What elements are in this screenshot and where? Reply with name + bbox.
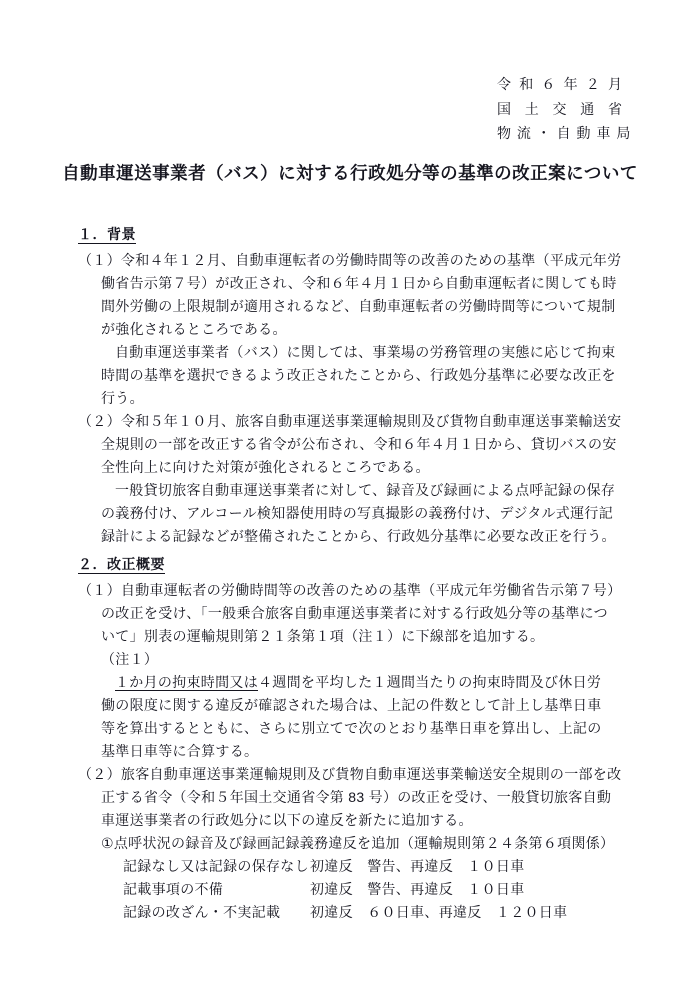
- text-line: 全性向上に向けた対策が強化されるところである。: [101, 459, 430, 475]
- text-line: 車運送事業者の行政処分に以下の違反を新たに追加する。: [101, 812, 473, 828]
- document-title: 自動車運送事業者（バス）に対する行政処分等の基準の改正案について: [62, 163, 638, 183]
- section-background: [78, 224, 640, 548]
- penalty-row-label: 記録なし又は記録の保存なし: [123, 858, 309, 874]
- text-line: 全規則の一部を改正する省令が公布され、令和６年４月１日から、貸切バスの安: [101, 436, 617, 452]
- text-line: 働省告示第７号）が改正され、令和６年４月１日から自動車運転者に関しても時: [101, 275, 617, 291]
- text-line: （１）令和４年１２月、自動車運転者の労働時間等の改善のための基準（平成元年労: [78, 252, 622, 268]
- section-revision-outline-text: [78, 579, 640, 924]
- penalty-row: [123, 901, 640, 924]
- text-line: の改正を受け、「一般乗合旅客自動車運送事業者に対する行政処分等の基準につ: [101, 605, 608, 621]
- penalty-row: [123, 855, 640, 878]
- text-line: 行う。: [101, 390, 144, 406]
- section-background-text: [78, 249, 640, 548]
- document-header-block: [497, 72, 632, 146]
- header-bureau: 物 流 ・ 自 動 車 局: [497, 125, 632, 141]
- section-heading-background: １．背景: [78, 226, 136, 242]
- text-line: 正する省令（令和５年国土交通省令第 83 号）の改正を受け、一般貸切旅客自動: [101, 789, 612, 805]
- text-line: （注１）: [101, 651, 159, 667]
- text-line: 自動車運送事業者（バス）に関しては、事業場の労務管理の実態に応じて拘束: [115, 344, 616, 360]
- text-line: ①点呼状況の録音及び録画記録義務違反を追加（運輸規則第２４条第６項関係）: [101, 835, 615, 851]
- text-line: の義務付け、アルコール検知器使用時の写真撮影の義務付け、デジタル式運行記: [101, 505, 613, 521]
- text-line: 等を算出するとともに、さらに別立てで次のとおり基準日車を算出し、上記の: [101, 720, 602, 736]
- text-line: （２）旅客自動車運送事業運輸規則及び貨物自動車運送事業輸送安全規則の一部を改: [78, 766, 622, 782]
- text-line: （１）自動車運転者の労働時間等の改善のための基準（平成元年労働省告示第７号）: [78, 582, 622, 598]
- text-line: 一般貸切旅客自動車運送事業者に対して、録音及び録画による点呼記録の保存: [115, 482, 616, 498]
- penalty-row-value: 初違反 警告、再違反 １０日車: [310, 858, 525, 874]
- underlined-text: １か月の拘束時間又は: [115, 674, 258, 690]
- header-ministry: 国 土 交 通 省: [497, 100, 623, 117]
- text-line: （２）令和５年１０月、旅客自動車運送事業運輸規則及び貨物自動車運送事業輸送安: [78, 413, 622, 429]
- section-revision-outline: [78, 554, 640, 924]
- text-line: 基準日車等に合算する。: [101, 743, 259, 759]
- text-line: 働の限度に関する違反が確認された場合は、上記の件数として計上し基準日車: [101, 697, 602, 713]
- text-segment: ４週間を平均した１週間当たりの拘束時間及び休日労: [258, 674, 602, 690]
- text-line: が強化されるところである。: [101, 321, 287, 337]
- document-body: [78, 224, 640, 924]
- text-line: [115, 671, 640, 694]
- text-line: 間外労働の上限規制が適用されるなど、自動車運転者の労働時間等について規制: [101, 298, 616, 314]
- penalty-row-label: 記載事項の不備: [123, 881, 224, 897]
- penalty-row-value: 初違反 警告、再違反 １０日車: [310, 881, 525, 897]
- text-line: 録計による記録などが整備されたことから、行政処分基準に必要な改正を行う。: [101, 528, 616, 544]
- text-line: 時間の基準を選択できるよう改正されたことから、行政処分基準に必要な改正を: [101, 367, 616, 383]
- penalty-row-value: 初違反 ６０日車、再違反 １２０日車: [310, 904, 568, 920]
- text-line: いて」別表の運輸規則第２１条第１項（注１）に下線部を追加する。: [101, 628, 545, 644]
- header-date: 令 和 ６ 年 ２ 月: [497, 76, 623, 92]
- penalty-row: [123, 878, 640, 901]
- penalty-row-label: 記録の改ざん・不実記載: [123, 904, 281, 920]
- section-heading-revision-outline: ２．改正概要: [78, 556, 165, 572]
